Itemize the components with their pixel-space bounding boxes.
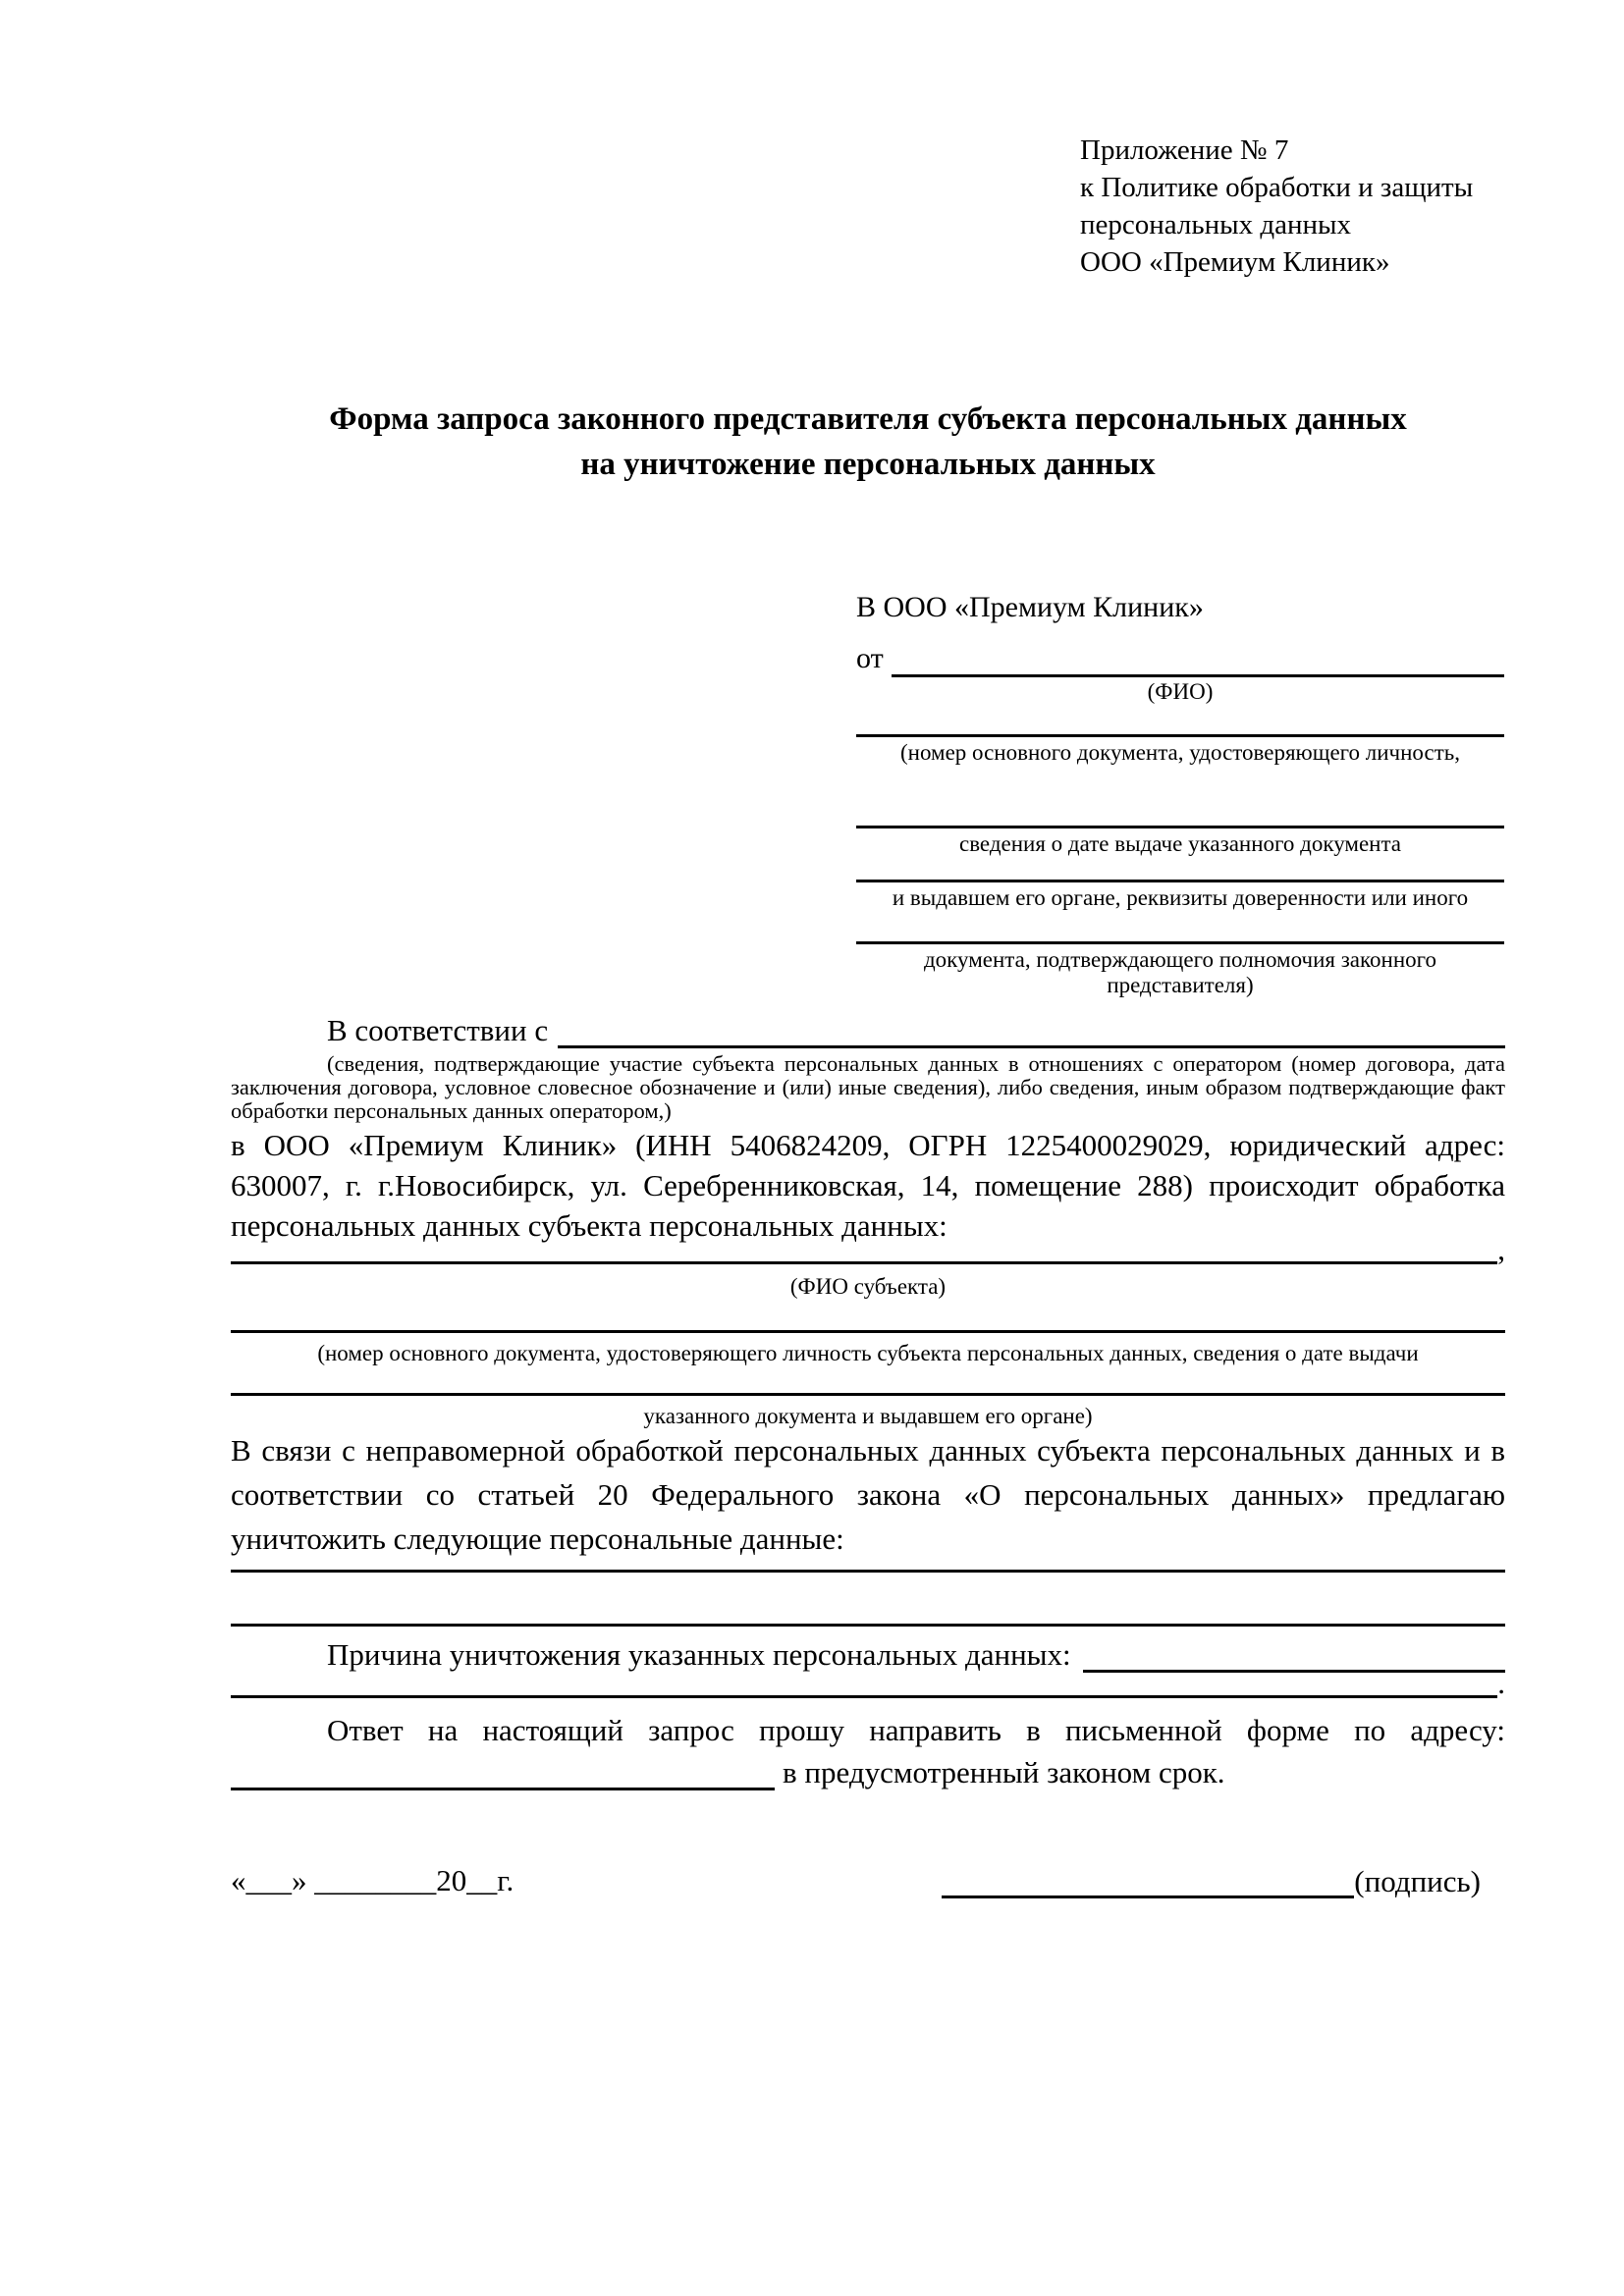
doc-field-line-1 <box>856 734 1504 737</box>
signature-line <box>942 1858 1354 1898</box>
accordance-row <box>231 1011 1505 1048</box>
subject-fio-line-row <box>231 1231 1505 1264</box>
subject-doc-blank-line-2 <box>231 1360 1505 1396</box>
appendix-line: ООО «Премиум Клиник» <box>1080 246 1390 278</box>
reason-end-line-row <box>231 1665 1505 1698</box>
date-line: «___» ________20__г. <box>231 1863 514 1897</box>
data-blank-line-1 <box>231 1536 1505 1573</box>
doc-field-line-3 <box>856 880 1504 882</box>
reply-tail: в предусмотренный законом срок. <box>783 1755 1225 1789</box>
reason-period: . <box>1497 1666 1505 1700</box>
reason-lead: Причина уничтожения указанных персональных данных: <box>327 1637 1071 1672</box>
accordance-blank-line <box>558 1044 1505 1048</box>
doc-field-line-4 <box>856 941 1504 944</box>
subject-comma: , <box>1497 1232 1505 1266</box>
subject-fio-caption: (ФИО субъекта) <box>789 1274 947 1299</box>
reply-paragraph: Ответ на настоящий запрос прошу направить в письменной форме по адресу: <box>327 1713 1505 1747</box>
signature-caption: (подпись) <box>1354 1863 1481 1898</box>
addressee-block <box>856 589 1504 998</box>
request-paragraph: В связи с неправомерной обработкой персональных данных субъекта персональных данных и в соответствии со статьей 20 Федерального закона «О персональных данных» предлагаю уничтожить следующие персональные данные: <box>231 1433 1505 1556</box>
accordance-lead: В соответствии с <box>327 1013 549 1047</box>
appendix-line: к Политике обработки и защиты <box>1080 172 1474 203</box>
footer-row <box>231 1861 1505 1898</box>
data-blank-line-row-1 <box>231 1539 1505 1573</box>
reply-address-blank-line <box>231 1787 775 1790</box>
appendix-line: персональных данных <box>1080 209 1352 240</box>
doc-field-caption-3: и выдавшем его органе, реквизиты доверенности или иного <box>892 885 1469 910</box>
doc-field-caption-2: сведения о дате выдаче указанного документа <box>958 831 1402 856</box>
subject-doc-caption-2: указанного документа и выдавшем его органе) <box>643 1404 1093 1428</box>
appendix-line: Приложение № 7 <box>1080 134 1289 166</box>
addressee-organization: В ООО «Премиум Клиник» <box>856 591 1204 623</box>
subject-doc-blank-line-1 <box>231 1297 1505 1333</box>
data-blank-line-row-2 <box>231 1593 1505 1627</box>
document-title <box>231 397 1505 487</box>
from-label: от <box>856 642 884 674</box>
subject-doc-caption-1: (номер основного документа, удостоверяющего личность субъекта персональных данных, сведения о дате выдачи <box>317 1341 1419 1365</box>
operator-paragraph: в ООО «Премиум Клиник» (ИНН 5406824209, ОГРН 1225400029029, юридический адрес: 630007, г. г.Новосибирск, ул. Серебренниковская, 14, помещение 288) происходит обработка персональных данных субъекта персональных данных: <box>231 1128 1505 1243</box>
title-line-2: на уничтожение персональных данных <box>580 447 1156 482</box>
fio-blank-line <box>892 673 1504 677</box>
subject-doc-line-row-2 <box>231 1362 1505 1396</box>
title-line-1: Форма запроса законного представителя субъекта персональных данных <box>329 401 1407 437</box>
from-row <box>856 640 1504 677</box>
data-blank-line-2 <box>231 1590 1505 1627</box>
doc-field-caption-4: документа, подтверждающего полномочия законного представителя) <box>923 947 1436 997</box>
accordance-note: (сведения, подтверждающие участие субъекта персональных данных в отношениях с оператором (номер договора, дата заключения договора, условное словесное обозначение и (или) иные сведения), либо сведения, иным образом подтверждающие факт обработки персональных данных оператором,) <box>231 1051 1505 1123</box>
appendix-block <box>1080 132 1473 281</box>
doc-field-caption-1: (номер основного документа, удостоверяющего личность, <box>899 740 1460 765</box>
subject-fio-blank-line <box>231 1228 1497 1264</box>
fio-caption: (ФИО) <box>1147 679 1214 704</box>
doc-field-line-2 <box>856 826 1504 828</box>
reason-end-blank-line <box>231 1662 1497 1698</box>
signature-group <box>942 1861 1481 1898</box>
subject-doc-line-row-1 <box>231 1300 1505 1333</box>
reply-row <box>231 1753 1505 1790</box>
